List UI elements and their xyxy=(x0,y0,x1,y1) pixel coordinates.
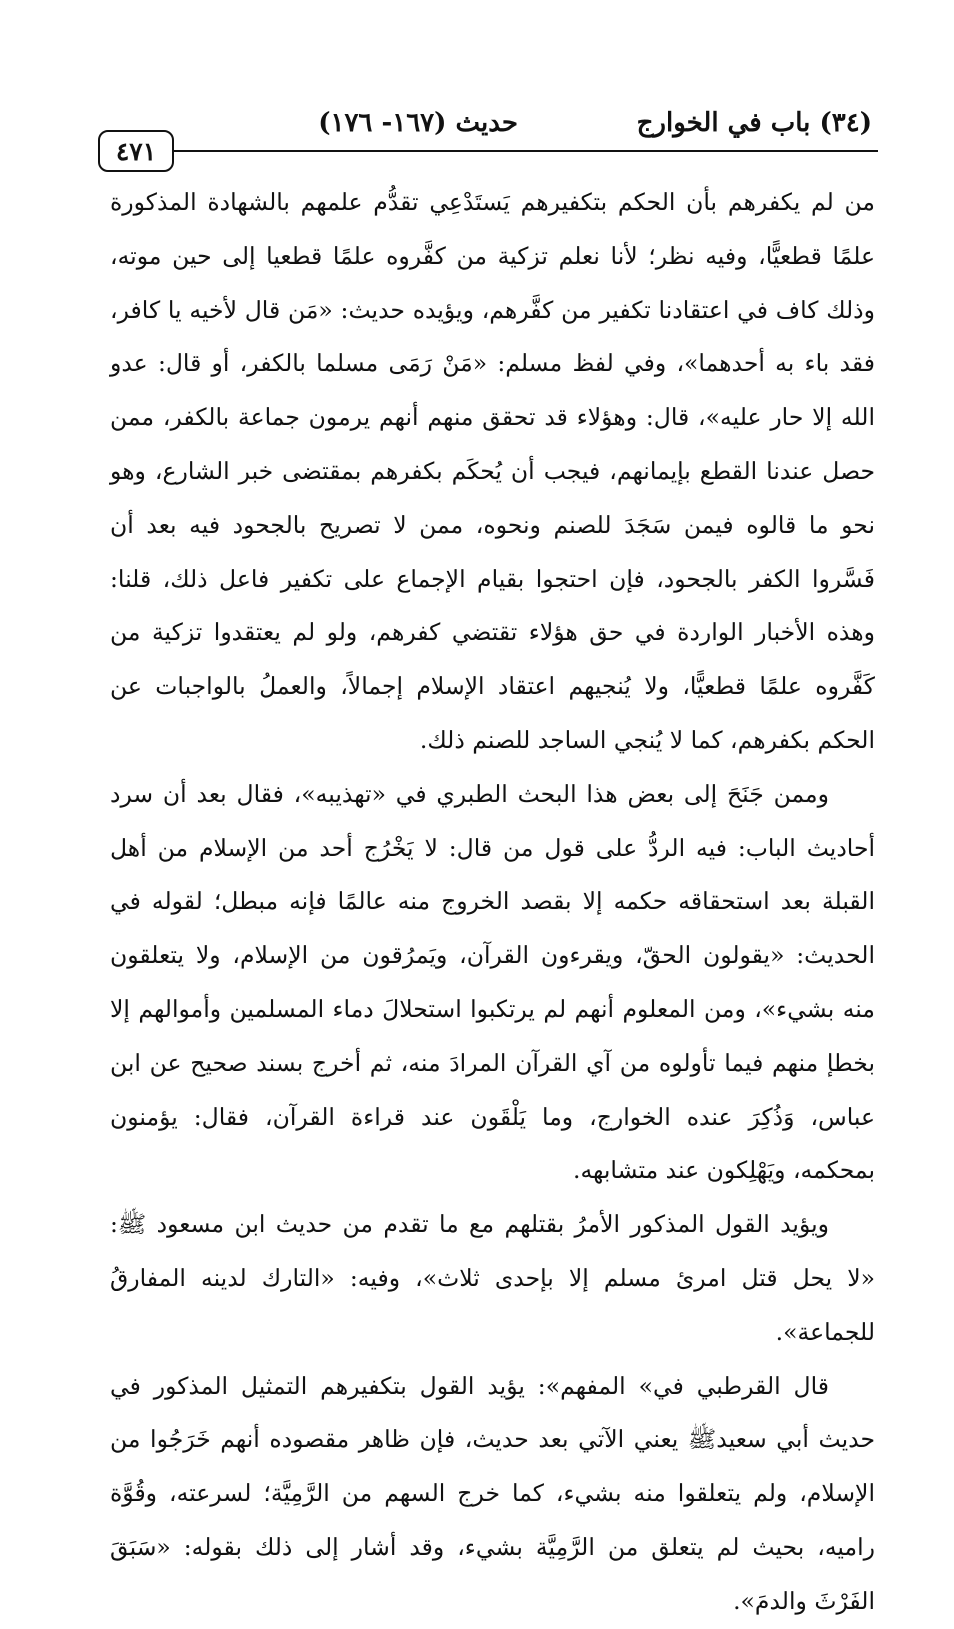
header-rule xyxy=(170,150,878,152)
body-text xyxy=(110,176,875,1629)
hadith-range: حديث (١٦٧- ١٧٦) xyxy=(318,108,518,138)
page-number: ٤٧١ xyxy=(98,130,174,172)
paragraph-2: وممن جَنَحَ إلى بعض هذا البحث الطبري في «تهذيبه»، فقال بعد أن سرد أحاديث الباب: فيه الردُّ على قول من قال: لا يَخْرُج أحد من الإسلام من أهل القبلة بعد استحقاقه حكمه إلا بقصد الخروج منه عالمًا فإنه مبطل؛ لقوله في الحديث: «يقولون الحقّ، ويقرءون القرآن، ويَمرُقون من الإسلام، ولا يتعلقون منه بشيء»، ومن المعلوم أنهم لم يرتكبوا استحلالَ دماء المسلمين وأموالهم إلا بخطإ منهم فيما تأولوه من آي القرآن المرادَ منه، ثم أخرج بسند صحيح عن ابن عباس، وَذُكِرَ عنده الخوارج، وما يَلْقَون عند قراءة القرآن، فقال: يؤمنون بمحكمه، ويَهْلِكون عند متشابهه. xyxy=(110,779,875,1185)
paragraph-3: ويؤيد القول المذكور الأمرُ بقتلهم مع ما تقدم من حديث ابن مسعود ﷺ: «لا يحل قتل امرئ مسلم إلا بإحدى ثلاث»، وفيه: «التارك لدينه المفارقُ للجماعة». xyxy=(110,1210,875,1346)
paragraph-1: من لم يكفرهم بأن الحكم بتكفيرهم يَستَدْعِي تقدُّم علمهم بالشهادة المذكورة علمًا قطعيًّا، وفيه نظر؛ لأنا نعلم تزكية من كفَّروه علمًا قطعيا إلى حين موته، وذلك كاف في اعتقادنا تكفير من كفَّرهم، ويؤيده حديث: «مَن قال لأخيه يا كافر، فقد باء به أحدهما»، وفي لفظ مسلم: «مَنْ رَمَى مسلما بالكفر، أو قال: عدو الله إلا حار عليه»، قال: وهؤلاء قد تحقق منهم أنهم يرمون جماعة بالكفر، ممن حصل عندنا القطع بإيمانهم، فيجب أن يُحكَم بكفرهم بمقتضى خبر الشارع، وهو نحو ما قالوه فيمن سَجَدَ للصنم ونحوه، ممن لا تصريح بالجحود فيه بعد أن فَسَّروا الكفر بالجحود، فإن احتجوا بقيام الإجماع على تكفير فاعل ذلك، قلنا: وهذه الأخبار الواردة في حق هؤلاء تقتضي كفرهم، ولو لم يعتقدوا تزكية من كَفَّروه علمًا قطعيًّا، ولا يُنجيهم اعتقاد الإسلام إجمالاً، والعملُ بالواجبات عن الحكم بكفرهم، كما لا يُنجي الساجد للصنم ذلك. xyxy=(110,188,875,754)
page-header xyxy=(98,108,878,166)
chapter-title: (٣٤) باب في الخوارج xyxy=(636,108,872,138)
paragraph-4: قال القرطبي في» المفهم»: يؤيد القول بتكفيرهم التمثيل المذكور في حديث أبي سعيدﷺ يعني الآتي بعد حديث، فإن ظاهر مقصوده أنهم خَرَجُوا من الإسلام، ولم يتعلقوا منه بشيء، كما خرج السهم من الرَّمِيَّة؛ لسرعته، وقُوَّة راميه، بحيث لم يتعلق من الرَّمِيَّة بشيء، وقد أشار إلى ذلك بقوله: «سَبَقَ الفَرْثَ والدمَ». xyxy=(110,1371,875,1615)
